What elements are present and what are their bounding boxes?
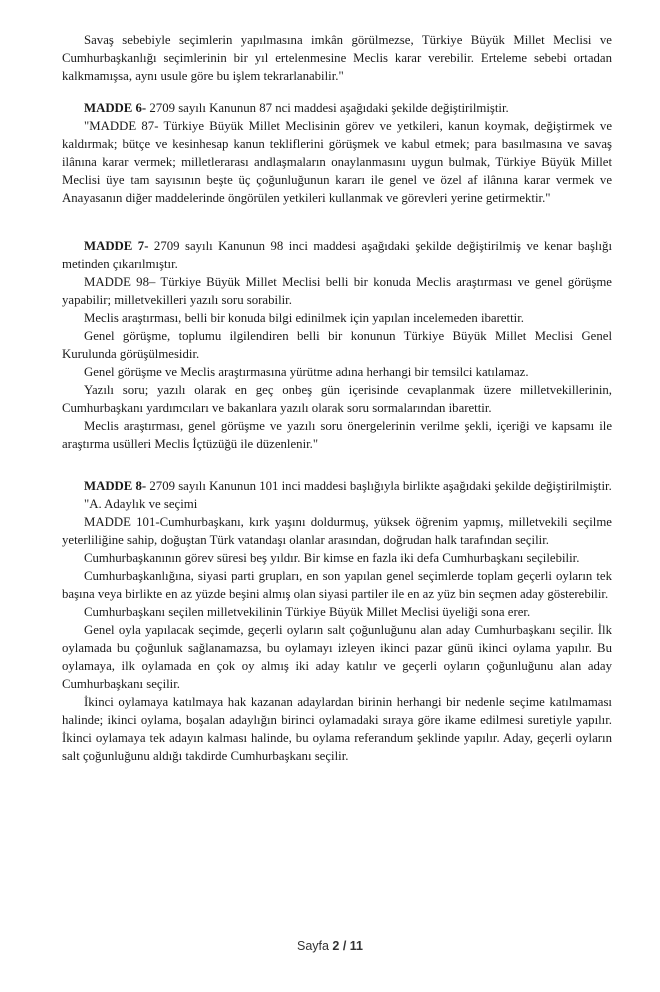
madde-8-heading bbox=[62, 477, 612, 495]
page-label: Sayfa bbox=[296, 939, 333, 953]
paragraph: Cumhurbaşkanlığına, siyasi parti grupları, en son yapılan genel seçimlerde toplam geçerli oyların tek başına veya birlikte en az yüzde beşini almış olan siyasi partiler ile en az yüz bin seçmen aday gösterebilir. bbox=[62, 569, 612, 601]
paragraph: Meclis araştırması, genel görüşme ve yazılı soru önergelerinin verilme şekli, içeriği ve kapsamı ile araştırma usülleri Meclis İçtüzüğü ile düzenlenir." bbox=[62, 419, 612, 451]
madde-7-heading bbox=[62, 237, 612, 273]
paragraph: Genel görüşme, toplumu ilgilendiren belli bir konunun Türkiye Büyük Millet Meclisi Genel Kurulunda görüşülmesidir. bbox=[62, 329, 612, 361]
page-footer bbox=[0, 939, 660, 953]
paragraph: "A. Adaylık ve seçimi bbox=[84, 497, 198, 511]
paragraph: Cumhurbaşkanı seçilen milletvekilinin Türkiye Büyük Millet Meclisi üyeliği sona erer. bbox=[84, 605, 531, 619]
paragraph: MADDE 98– Türkiye Büyük Millet Meclisi belli bir konuda Meclis araştırması ve genel görüşme yapabilir; milletvekilleri yazılı soru sorabilir. bbox=[62, 275, 612, 307]
madde-label: MADDE 7- bbox=[84, 239, 149, 253]
paragraph: Meclis araştırması, belli bir konuda bilgi edinilmek için yapılan incelemeden ibarettir. bbox=[84, 311, 524, 325]
paragraph-text: 2709 sayılı Kanunun 98 inci maddesi aşağıdaki şekilde değiştirilmiş ve kenar başlığı metinden çıkarılmıştır. bbox=[62, 239, 613, 271]
paragraph-text: 2709 sayılı Kanunun 87 nci maddesi aşağıdaki şekilde değiştirilmiştir. bbox=[146, 101, 509, 115]
text-column bbox=[62, 31, 612, 765]
paragraph: MADDE 101-Cumhurbaşkanı, kırk yaşını doldurmuş, yüksek öğrenim yapmış, milletvekili seçilme yeterliliğine sahip, doğuştan Türk vatandaşı olanlar arasından, doğrudan halk tarafından seçilir. bbox=[62, 515, 612, 547]
paragraph: "MADDE 87- Türkiye Büyük Millet Meclisinin görev ve yetkileri, kanun koymak, değiştirmek ve kaldırmak; bütçe ve kesinhesap kanun tekliflerini görüşmek ve kabul etmek; para basılmasına ve savaş ilânına karar vermek; milletlerarası andlaşmaların onaylanmasını uygun bulmak, Türkiye Büyük Millet Meclisi üye tam sayısının beşte üç çoğunluğunun kararı ile genel ve özel af ilânına karar vermek ve Anayasanın diğer maddelerinde öngörülen yetkileri kullanmak ve görevleri yerine getirmektir." bbox=[62, 119, 612, 205]
paragraph: Cumhurbaşkanının görev süresi beş yıldır. Bir kimse en fazla iki defa Cumhurbaşkanı seçilebilir. bbox=[84, 551, 580, 565]
madde-label: MADDE 8- bbox=[84, 479, 147, 493]
paragraph: Savaş sebebiyle seçimlerin yapılmasına imkân görülmezse, Türkiye Büyük Millet Meclisi ve Cumhurbaşkanlığı seçimlerinin bir yıl ertelenmesine Meclis karar verebilir. Erteleme sebebi ortadan kalkmamışsa, aynı usule göre bu işlem tekrarlanabilir." bbox=[62, 33, 612, 83]
paragraph-text: 2709 sayılı Kanunun 101 inci maddesi başlığıyla birlikte aşağıdaki şekilde değiştirilmiştir. bbox=[146, 479, 612, 493]
page-number: 2 / 11 bbox=[332, 939, 364, 953]
madde-6-heading bbox=[62, 99, 612, 117]
paragraph: Genel görüşme ve Meclis araştırmasına yürütme adına herhangi bir temsilci katılamaz. bbox=[84, 365, 529, 379]
paragraph: İkinci oylamaya katılmaya hak kazanan adaylardan birinin herhangi bir nedenle seçime katılmaması halinde; ikinci oylama, boşalan adaylığın birinci oylamadaki sıraya göre ikame edilmesi suretiyle yapılır. İkinci oylamaya tek adayın kalması halinde, bu oylama referandum şeklinde yapılır. Aday, geçerli oyların salt çoğunluğunu aldığı takdirde Cumhurbaşkanı seçilir. bbox=[62, 695, 612, 763]
paragraph: Yazılı soru; yazılı olarak en geç onbeş gün içerisinde cevaplanmak üzere milletvekillerinin, Cumhurbaşkanı yardımcıları ve bakanlara yazılı olarak soru sormalarından ibarettir. bbox=[62, 383, 612, 415]
paragraph: Genel oyla yapılacak seçimde, geçerli oyların salt çoğunluğunu alan aday Cumhurbaşkanı seçilir. İlk oylamada bu çoğunluk sağlanamazsa, bu oylamayı izleyen ikinci pazar günü ikinci oylama yapılır. Bu oylamaya, ilk oylamada en çok oy almış iki aday katılır ve geçerli oyların çoğunluğunu alan aday Cumhurbaşkanı seçilir. bbox=[62, 623, 612, 691]
madde-label: MADDE 6- bbox=[84, 101, 147, 115]
